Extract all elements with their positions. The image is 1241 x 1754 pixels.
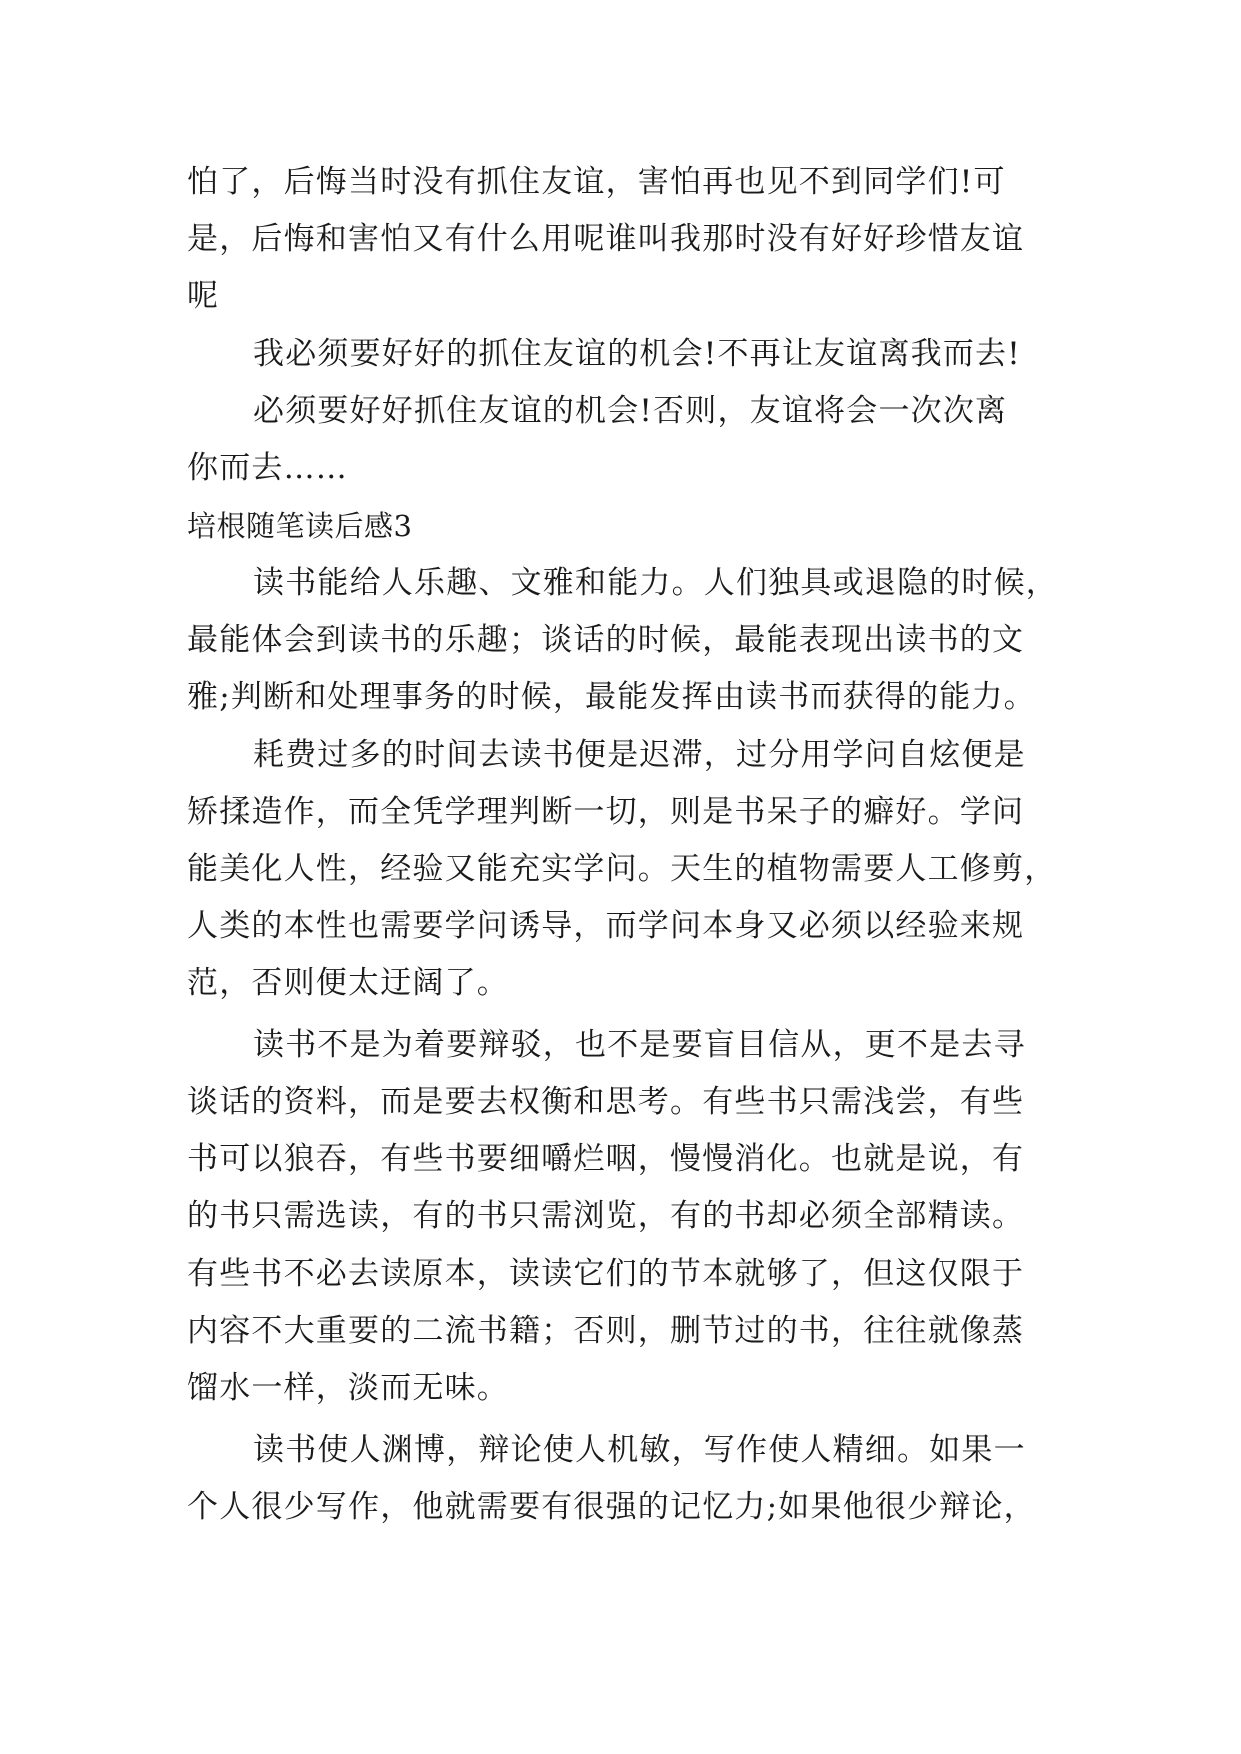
paragraph-line: 书可以狼吞，有些书要细嚼烂咽，慢慢消化。也就是说，有	[187, 1141, 1025, 1177]
paragraph-line: 必须要好好抓住友谊的机会!否则，友谊将会一次次离	[253, 393, 1008, 429]
paragraph-line: 矫揉造作，而全凭学理判断一切，则是书呆子的癖好。学问	[187, 794, 1025, 830]
paragraph-line: 读书使人渊博，辩论使人机敏，写作使人精细。如果一	[253, 1432, 1026, 1468]
section-heading: 培根随笔读后感3	[187, 509, 413, 543]
paragraph-line: 人类的本性也需要学问诱导，而学问本身又必须以经验来规	[187, 908, 1025, 944]
paragraph-line: 怕了，后悔当时没有抓住友谊，害怕再也见不到同学们!可	[187, 164, 1006, 200]
paragraph-line: 最能体会到读书的乐趣；谈话的时候，最能表现出读书的文	[187, 622, 1025, 658]
paragraph-line: 个人很少写作，他就需要有很强的记忆力;如果他很少辩论，	[187, 1489, 1036, 1525]
paragraph-line: 呢	[187, 278, 220, 314]
paragraph-line: 读书不是为着要辩驳，也不是要盲目信从，更不是去寻	[253, 1027, 1026, 1063]
paragraph-line: 谈话的资料，而是要去权衡和思考。有些书只需浅尝，有些	[187, 1084, 1025, 1120]
paragraph-line: 是，后悔和害怕又有什么用呢谁叫我那时没有好好珍惜友谊	[187, 221, 1025, 257]
paragraph-line: 馏水一样，淡而无味。	[187, 1370, 509, 1406]
paragraph-line: 我必须要好好的抓住友谊的机会!不再让友谊离我而去!	[253, 336, 1021, 372]
paragraph-line: 能美化人性，经验又能充实学问。天生的植物需要人工修剪，	[187, 851, 1057, 887]
paragraph-line: 的书只需选读，有的书只需浏览，有的书却必须全部精读。	[187, 1198, 1025, 1234]
paragraph-line: 耗费过多的时间去读书便是迟滞，过分用学问自炫便是	[253, 737, 1026, 773]
paragraph-line: 读书能给人乐趣、文雅和能力。人们独具或退隐的时候，	[253, 565, 1058, 601]
paragraph-line: 内容不大重要的二流书籍；否则，删节过的书，往往就像蒸	[187, 1313, 1025, 1349]
paragraph-line: 雅;判断和处理事务的时候，最能发挥由读书而获得的能力。	[187, 679, 1036, 715]
paragraph-line: 范，否则便太迂阔了。	[187, 965, 509, 1001]
paragraph-line: 有些书不必去读原本，读读它们的节本就够了，但这仅限于	[187, 1256, 1025, 1292]
paragraph-line: 你而去……	[187, 450, 348, 486]
